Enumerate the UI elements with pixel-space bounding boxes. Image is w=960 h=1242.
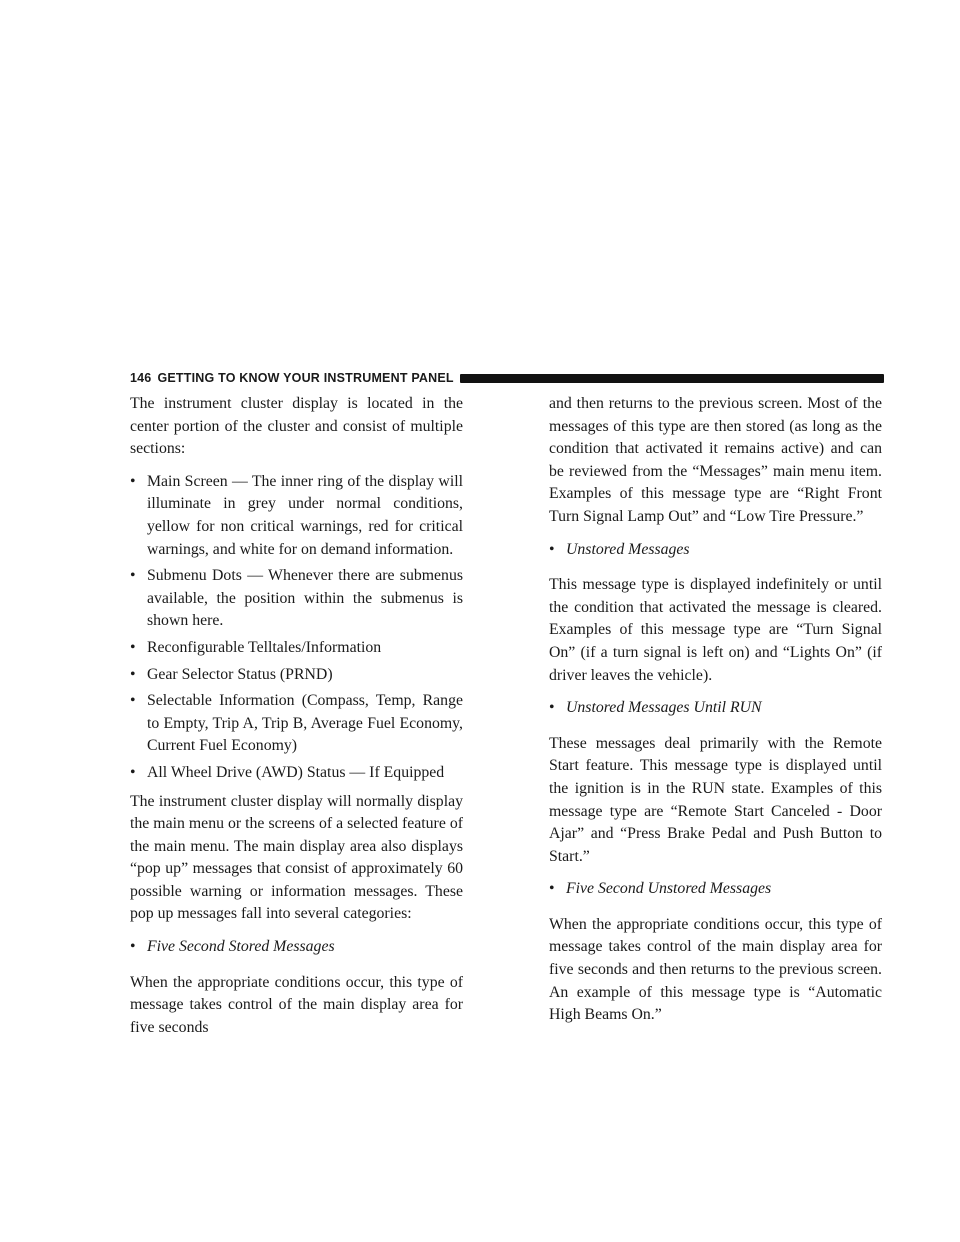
header-rule: [460, 374, 884, 383]
intro-paragraph: The instrument cluster display is located in the center portion of the cluster and consist of multiple sections:: [130, 395, 463, 458]
bullet-icon: •: [130, 665, 136, 683]
bullet-icon: •: [130, 638, 136, 656]
category-text: These messages deal primarily with the Remote Start feature. This message type is displayed until the ignition is in the RUN state. Examples of this message type are “Remote Start Canceled - Door Ajar” and “Press Brake Pedal and Push Button to Start.”: [549, 734, 882, 865]
page-number: 146: [130, 371, 152, 385]
right-column: [549, 393, 882, 1027]
bullet-icon: •: [130, 763, 136, 781]
bullet-icon: •: [549, 699, 555, 717]
left-column: [130, 393, 463, 1039]
list-item: • Submenu Dots — Whenever there are submenus available, the position within the submenus is shown here.: [130, 567, 463, 630]
sections-list: [130, 471, 463, 785]
category-heading: • Five Second Stored Messages: [130, 936, 463, 959]
section-title: GETTING TO KNOW YOUR INSTRUMENT PANEL: [157, 371, 454, 385]
list-item: • All Wheel Drive (AWD) Status — If Equipped: [130, 762, 463, 785]
categories-paragraph: The instrument cluster display will normally display the main menu or the screens of a selected feature of the main menu. The main display area also displays “pop up” messages that consist of approximately 60 possible warning or information messages. These pop up messages fall into several categories:: [130, 792, 463, 923]
category-text: When the appropriate conditions occur, this type of message takes control of the main display area for five seconds: [130, 973, 463, 1036]
bullet-icon: •: [130, 938, 136, 956]
bullet-icon: •: [130, 472, 136, 490]
bullet-icon: •: [130, 692, 136, 710]
page-header: [130, 368, 884, 388]
category-heading: • Five Second Unstored Messages: [549, 878, 882, 901]
category-text: This message type is displayed indefinitely or until the condition that activated the message is cleared. Examples of this message type are “Turn Signal On” (if a turn signal is left on) and “Lights On” (if driver leaves the vehicle).: [549, 576, 882, 684]
list-item: • Main Screen — The inner ring of the display will illuminate in grey under normal conditions, yellow for non critical warnings, red for critical warnings, and white for on demand information.: [130, 472, 463, 558]
category-text: and then returns to the previous screen. Most of the messages of this type are then stored (as long as the condition that activated it remains active) and can be reviewed from the “Messages” main menu item. Examples of this message type are “Right Front Turn Signal Lamp Out” and “Low Tire Pressure.”: [549, 395, 882, 525]
bullet-icon: •: [549, 880, 555, 898]
bullet-icon: •: [130, 567, 136, 585]
bullet-icon: •: [549, 540, 555, 558]
category-heading: • Unstored Messages Until RUN: [549, 697, 882, 720]
category-text: When the appropriate conditions occur, this type of message takes control of the main display area for five seconds and then returns to the previous screen. An example of this message type is “Automatic High Beams On.”: [549, 915, 882, 1024]
list-item: • Selectable Information (Compass, Temp, Range to Empty, Trip A, Trip B, Average Fuel Economy, Current Fuel Economy): [130, 692, 463, 755]
list-item: • Reconfigurable Telltales/Information: [130, 637, 463, 660]
category-heading: • Unstored Messages: [549, 539, 882, 562]
list-item: • Gear Selector Status (PRND): [130, 664, 463, 687]
